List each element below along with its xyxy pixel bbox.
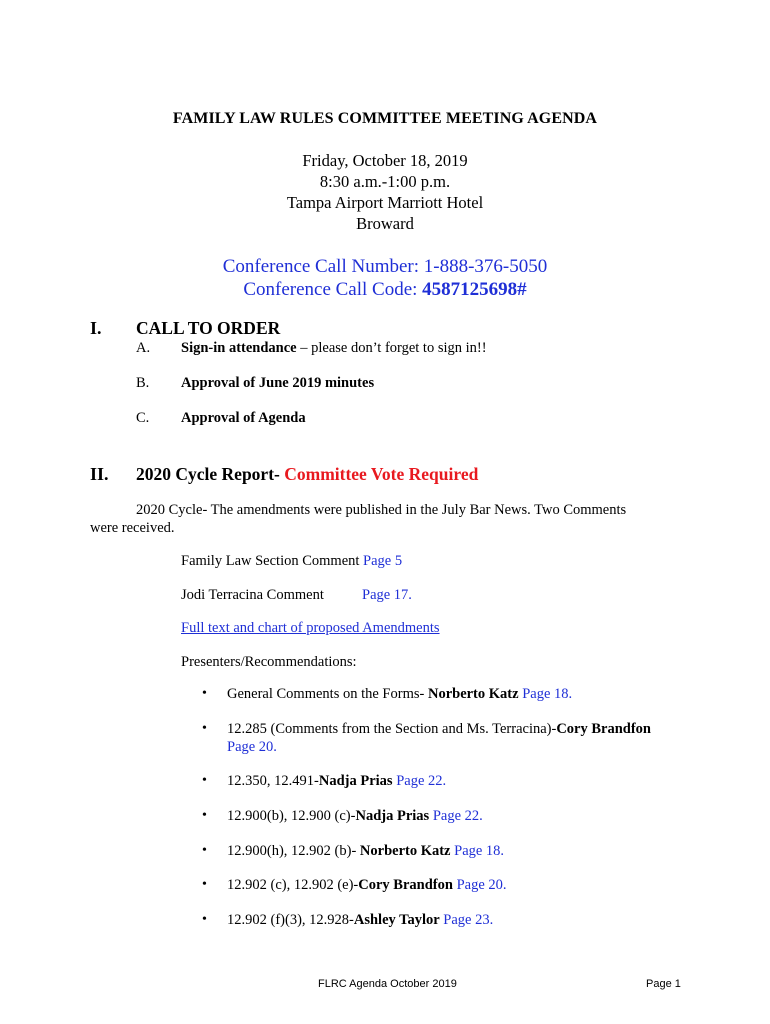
item-b-letter: B. [136,375,150,391]
bullet-5-text: 12.900(h), 12.902 (b)- [227,843,360,859]
item-a-rest: – please don’t forget to sign in!! [296,340,487,356]
section-1-title: CALL TO ORDER [136,318,281,338]
bullet-1-presenter: Norberto Katz [427,686,519,702]
bullet-2-page-link[interactable]: Page 20. [227,739,277,755]
bullet-item-2 [227,721,651,738]
bullet-4-text: 12.900(b), 12.900 (c)- [227,808,356,824]
bullet-5-page-link[interactable]: Page 18. [450,843,505,859]
agenda-title: FAMILY LAW RULES COMMITTEE MEETING AGENDA [172,110,598,127]
bullet-5-presenter: Norberto Katz [359,843,451,859]
full-text-amendments-link[interactable]: Full text and chart of proposed Amendments [181,620,440,636]
meeting-time: 8:30 a.m.-1:00 p.m. [319,172,451,191]
item-c-bold: Approval of Agenda [181,410,306,426]
conference-call-code-label: Conference Call Code: [243,279,423,300]
bullet-1-page-link[interactable]: Page 18. [518,686,573,702]
bullet-6-text: 12.902 (c), 12.902 (e)- [227,877,359,893]
committee-vote-required: Committee Vote Required [284,464,479,484]
meeting-date: Friday, October 18, 2019 [302,151,468,170]
item-a-letter: A. [136,340,151,356]
section-1-number: I. [90,318,102,338]
presenters-label: Presenters/Recommendations: [181,654,357,670]
bullet-1-text: General Comments on the Forms- [227,686,428,702]
comment-family-law-section [181,552,402,571]
bullet-7-presenter: Ashley Taylor [353,912,440,928]
footer-page-number: Page 1 [646,978,681,990]
item-b-bold: Approval of June 2019 minutes [181,375,375,391]
comment-jodi-terracina-label: Jodi Terracina Comment [181,587,324,603]
bullet-icon: • [202,721,207,736]
section-2-title [136,464,478,485]
bullet-3-text: 12.350, 12.491- [227,773,319,789]
bullet-item-5 [227,843,504,860]
meeting-location: Tampa Airport Marriott Hotel [286,193,484,212]
bullet-4-presenter: Nadja Prias [355,808,430,824]
section-2-title-text: 2020 Cycle Report- [136,464,285,484]
bullet-7-page-link[interactable]: Page 23. [439,912,494,928]
comment-1-page-link[interactable]: Page 5 [363,553,403,569]
section-2-number: II. [90,464,109,484]
item-a-bold: Sign-in attendance [181,340,297,356]
bullet-6-page-link[interactable]: Page 20. [452,877,507,893]
footer-title: FLRC Agenda October 2019 [318,978,457,990]
item-a-text [181,340,487,357]
bullet-4-page-link[interactable]: Page 22. [429,808,483,824]
bullet-icon: • [202,912,207,927]
conference-call-code-value: 4587125698# [422,279,527,300]
conference-call-code-line [0,279,770,301]
bullet-icon: • [202,843,207,858]
intro-line-2: were received. [90,520,175,536]
bullet-icon: • [202,877,207,892]
bullet-item-4 [227,808,483,825]
bullet-item-3 [227,773,446,790]
item-c-text [181,410,306,427]
bullet-icon: • [202,773,207,788]
bullet-item-6 [227,877,507,894]
bullet-3-page-link[interactable]: Page 22. [392,773,447,789]
comment-2-page-link[interactable]: Page 17. [362,587,412,603]
bullet-icon: • [202,808,207,823]
intro-line-1: 2020 Cycle- The amendments were published in the July Bar News. Two Comments [136,502,627,518]
bullet-item-1 [227,686,572,703]
comment-1-label: Family Law Section Comment [181,553,364,569]
bullet-7-text: 12.902 (f)(3), 12.928- [227,912,354,928]
conference-call-number: Conference Call Number: 1-888-376-5050 [222,256,548,277]
bullet-item-7 [227,912,493,929]
item-c-letter: C. [136,410,150,426]
bullet-2-presenter: Cory Brandfon [556,721,651,737]
item-b-text [181,375,374,392]
bullet-3-presenter: Nadja Prias [318,773,393,789]
bullet-6-presenter: Cory Brandfon [358,877,453,893]
meeting-room: Broward [356,214,414,233]
bullet-2-text: 12.285 (Comments from the Section and Ms. Terracina)- [227,721,557,737]
bullet-icon: • [202,686,207,701]
